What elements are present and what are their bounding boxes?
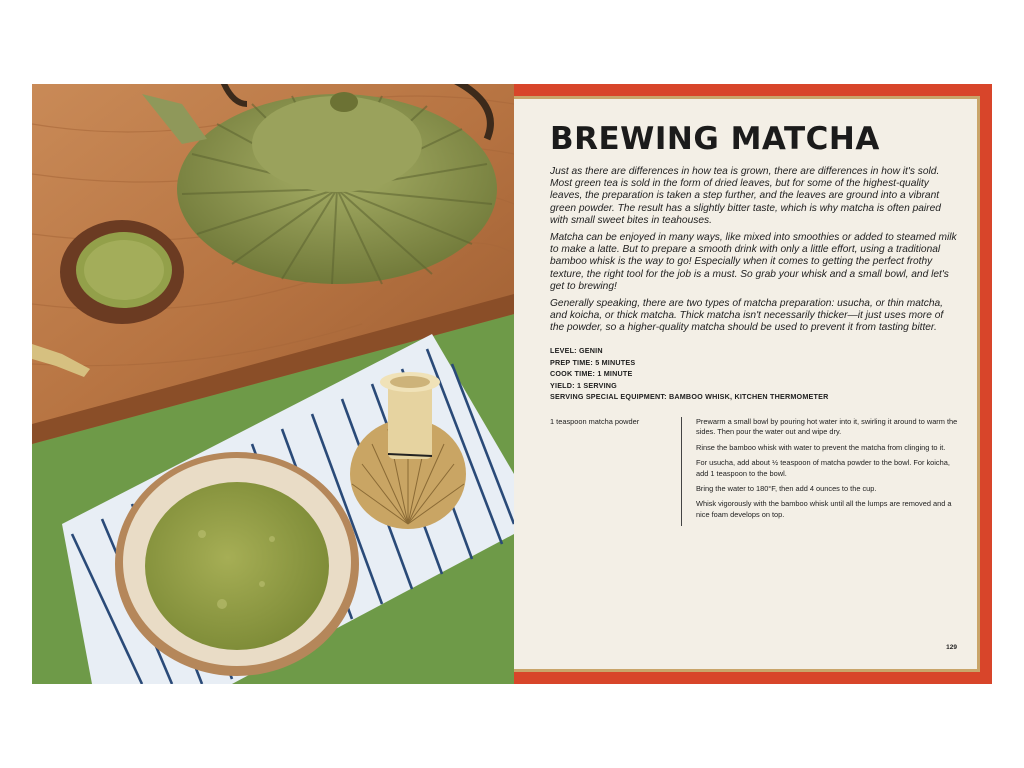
matcha-photo [32, 84, 514, 684]
ingredients-list [550, 417, 680, 426]
steps-list [696, 417, 958, 525]
matcha-illustration [32, 84, 514, 684]
step-item: Whisk vigorously with the bamboo whisk until all the lumps are removed and a nice foam develops on top. [696, 499, 952, 519]
page-number: 129 [946, 644, 957, 651]
column-divider [681, 417, 682, 526]
meta-equipment: SERVING SPECIAL EQUIPMENT: BAMBOO WHISK, KITCHEN THERMOMETER [550, 392, 829, 401]
step-item: Rinse the bamboo whisk with water to prevent the matcha from clinging to it. [696, 442, 946, 452]
matcha-bowl [115, 452, 359, 676]
intro-text [550, 166, 958, 340]
meta-level: LEVEL: GENIN [550, 346, 603, 355]
recipe-meta [550, 345, 958, 403]
page-frame [514, 84, 992, 684]
meta-prep-time: PREP TIME: 5 MINUTES [550, 357, 636, 367]
intro-paragraph: Generally speaking, there are two types of matcha preparation: usucha, or thin matcha, and koicha, or thick matcha. Thick matcha isn't necessarily thicker—it just uses more of the powder, so a higher-quality matcha should be used to prevent it from tasting bitter. [550, 298, 944, 334]
step-item: Bring the water to 180°F, then add 4 ounces to the cup. [696, 484, 877, 494]
meta-yield: YIELD: 1 SERVING [550, 380, 617, 390]
ingredient-item: 1 teaspoon matcha powder [550, 417, 640, 426]
recipe-page [514, 96, 980, 672]
powder-bowl [60, 220, 184, 324]
step-item: Prewarm a small bowl by pouring hot water into it, swirling it around to warm the sides. Then pour the water out and wipe dry. [696, 417, 958, 437]
meta-cook-time: COOK TIME: 1 MINUTE [550, 369, 633, 378]
recipe-title: BREWING MATCHA [550, 121, 880, 157]
step-item: For usucha, add about ½ teaspoon of matcha powder to the bowl. For koicha, add 1 teaspoon to the bowl. [696, 458, 950, 478]
intro-paragraph: Matcha can be enjoyed in many ways, like mixed into smoothies or added to steamed milk to make a latte. But to prepare a smooth drink with only a little effort, using a traditional bamboo whisk is the way to go! Especially when it comes to getting the perfect frothy texture, the right tool for the job is a must. So grab your whisk and a small bowl, and let's get to brewing! [550, 232, 957, 292]
intro-paragraph: Just as there are differences in how tea is grown, there are differences in how it's sold. Most green tea is sold in the form of dried leaves, but for some of the highest-quality leaves, the preparation is taken a step further, and the leaves are ground into a vibrant green powder. The result has a slightly bitter taste, which is why matcha is often paired with small sweet bites in teahouses. [550, 166, 941, 226]
